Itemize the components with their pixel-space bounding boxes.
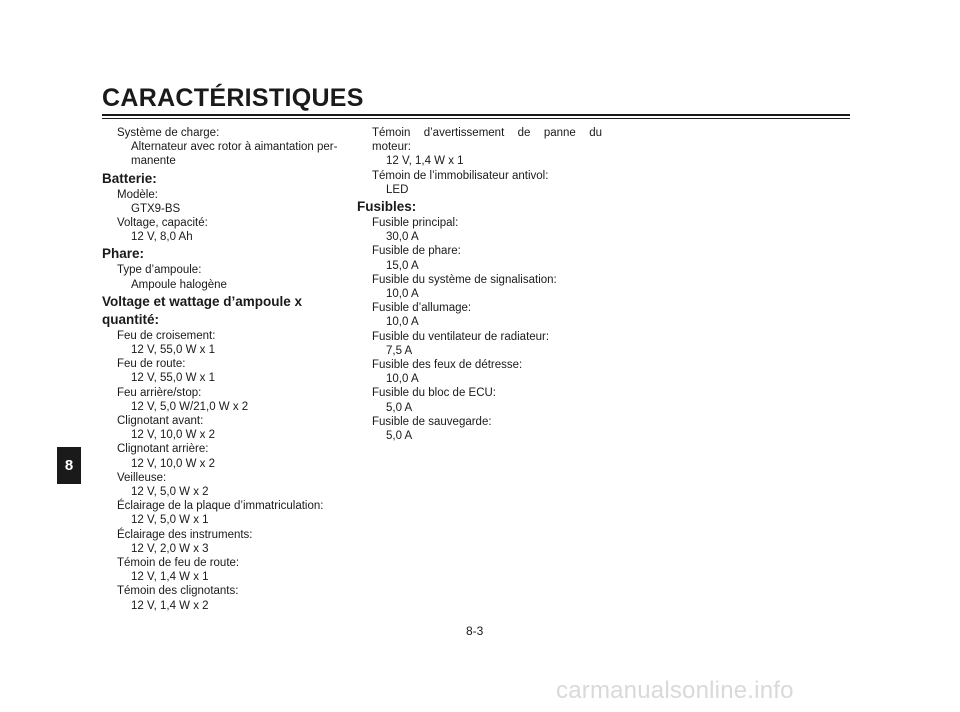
spec-label: Fusible de sauvegarde:	[372, 415, 492, 428]
spec-label: Témoin des clignotants:	[117, 585, 239, 598]
page-number: 8-3	[466, 624, 484, 638]
section-heading: Fusibles:	[357, 199, 417, 215]
spec-value: 10,0 A	[386, 316, 419, 329]
spec-label: Fusible des feux de détresse:	[372, 359, 523, 372]
chapter-number: 8	[64, 457, 74, 474]
spec-label: Fusible du ventilateur de radiateur:	[372, 330, 550, 343]
title-divider-thin	[102, 118, 850, 119]
spec-label: Témoin de feu de route:	[117, 557, 240, 570]
spec-label: Fusible du système de signalisation:	[372, 273, 557, 286]
spec-value: GTX9-BS	[131, 202, 181, 215]
section-heading: Phare:	[102, 246, 145, 262]
spec-label: Voltage, capacité:	[117, 217, 208, 230]
spec-value: 12 V, 1,4 W x 1	[386, 155, 464, 168]
spec-label: Fusible d’allumage:	[372, 302, 472, 315]
section-heading: quantité:	[102, 311, 159, 327]
spec-value: 5,0 A	[386, 430, 413, 443]
spec-value: Ampoule halogène	[131, 278, 227, 291]
spec-label: moteur:	[372, 141, 411, 154]
spec-value: 12 V, 5,0 W x 1	[131, 514, 209, 527]
spec-value: 15,0 A	[386, 259, 419, 272]
spec-label: Fusible du bloc de ECU:	[372, 387, 497, 400]
spec-value: Alternateur avec rotor à aimantation per-	[131, 141, 338, 154]
spec-label: Fusible principal:	[372, 217, 459, 230]
spec-value: 10,0 A	[386, 373, 419, 386]
spec-value: manente	[131, 155, 176, 168]
spec-value: 12 V, 5,0 W x 2	[131, 486, 209, 499]
spec-value: 12 V, 55,0 W x 1	[131, 344, 215, 357]
spec-label: Feu de route:	[117, 358, 186, 371]
spec-label: Feu de croisement:	[117, 329, 216, 342]
chapter-tab	[57, 447, 81, 484]
section-heading: Batterie:	[102, 170, 157, 186]
spec-value: 7,5 A	[386, 344, 413, 357]
spec-label: Fusible de phare:	[372, 245, 461, 258]
spec-label: Témoin d’avertissement de panne du	[372, 127, 602, 139]
section-heading: Voltage et wattage d’ampoule x	[102, 293, 303, 309]
watermark: carmanualsonline.info	[556, 677, 794, 704]
spec-value: 12 V, 1,4 W x 2	[131, 599, 209, 612]
title-divider	[102, 114, 850, 116]
spec-label: Veilleuse:	[117, 471, 167, 484]
spec-column-right	[357, 126, 602, 443]
spec-value: LED	[386, 183, 409, 196]
spec-label: Clignotant arrière:	[117, 443, 209, 456]
spec-label: Éclairage de la plaque d’immatriculation:	[117, 500, 324, 513]
spec-label: Clignotant avant:	[117, 415, 204, 428]
spec-column-left	[102, 126, 352, 613]
page-title: CARACTÉRISTIQUES	[102, 84, 364, 112]
spec-value: 12 V, 2,0 W x 3	[131, 542, 209, 555]
spec-value: 30,0 A	[386, 231, 419, 244]
spec-value: 12 V, 10,0 W x 2	[131, 457, 215, 470]
spec-label: Témoin de l’immobilisateur antivol:	[372, 169, 549, 182]
spec-label: Feu arrière/stop:	[117, 386, 202, 399]
spec-value: 12 V, 8,0 Ah	[131, 231, 193, 244]
spec-label: Modèle:	[117, 188, 158, 201]
spec-value: 5,0 A	[386, 401, 413, 414]
spec-value: 12 V, 10,0 W x 2	[131, 429, 215, 442]
spec-label: Éclairage des instruments:	[117, 528, 253, 541]
spec-value: 12 V, 5,0 W/21,0 W x 2	[131, 400, 249, 413]
spec-value: 12 V, 1,4 W x 1	[131, 571, 209, 584]
spec-value: 12 V, 55,0 W x 1	[131, 372, 215, 385]
spec-value: 10,0 A	[386, 288, 419, 301]
spec-label: Système de charge:	[117, 127, 220, 139]
spec-label: Type d’ampoule:	[117, 264, 202, 277]
